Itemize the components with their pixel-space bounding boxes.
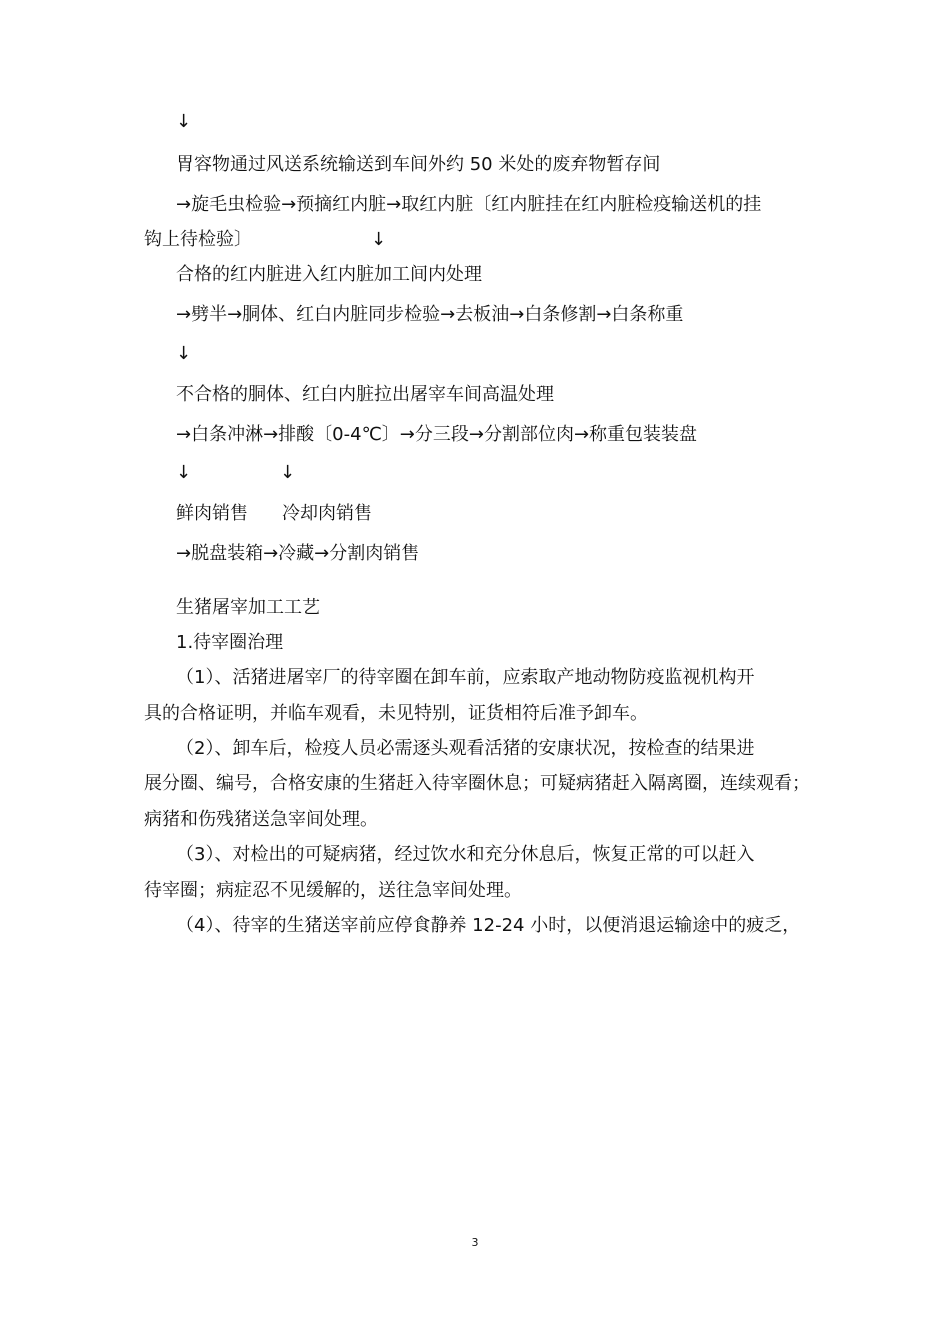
fresh-meat-sales: 鲜肉销售 — [176, 503, 248, 524]
flow-line-hook: 钩上待检验〕 — [144, 229, 252, 250]
down-arrow-1: ↓ — [176, 111, 192, 132]
section-subtitle: 1.待宰圈治理 — [176, 632, 284, 653]
page-number: 3 — [471, 1236, 479, 1249]
flow-line-trichinella: →旋毛虫检验→预摘红内脏→取红内脏〔红内脏挂在红内脏检疫输送机的挂 — [176, 194, 762, 215]
paragraph-1-line-2: 具的合格证明，并临车观看，未见特别，证货相符后准予卸车。 — [144, 703, 648, 724]
down-arrow-2: ↓ — [371, 229, 387, 250]
paragraph-2-line-2: 展分圈、编号，合格安康的生猪赶入待宰圈休息；可疑病猪赶入隔离圈，连续观看； — [144, 773, 810, 794]
paragraph-1-line-1: （1）、活猪进屠宰厂的待宰圈在卸车前，应索取产地动物防疫监视机构开 — [176, 667, 755, 688]
paragraph-2-line-1: （2）、卸车后，检疫人员必需逐头观看活猪的安康状况，按检查的结果进 — [176, 738, 755, 759]
flow-line-split: →劈半→胴体、红白内脏同步检验→去板油→白条修割→白条称重 — [176, 304, 684, 325]
down-arrow-3: ↓ — [176, 343, 192, 364]
paragraph-3-line-1: （3）、对检出的可疑病猪，经过饮水和充分休息后，恢复正常的可以赶入 — [176, 844, 755, 865]
flow-line-rinse: →白条冲淋→排酸〔0-4℃〕→分三段→分割部位肉→称重包装装盘 — [176, 424, 698, 445]
paragraph-3-line-2: 待宰圈；病症忍不见缓解的，送往急宰间处理。 — [144, 880, 522, 901]
paragraph-2-line-3: 病猪和伤残猪送急宰间处理。 — [144, 809, 378, 830]
flow-line-unqualified: 不合格的胴体、红白内脏拉出屠宰车间高温处理 — [176, 384, 554, 405]
flow-line-qualified-organs: 合格的红内脏进入红内脏加工间内处理 — [176, 264, 482, 285]
down-arrow-4: ↓ — [176, 462, 192, 483]
paragraph-4-line-1: （4）、待宰的生猪送宰前应停食静养 12-24 小时，以便消退运输途中的疲乏， — [176, 915, 801, 936]
down-arrow-5: ↓ — [280, 462, 296, 483]
chilled-meat-sales: 冷却肉销售 — [282, 503, 372, 524]
flow-line-stomach-contents: 胃容物通过风送系统输送到车间外约 50 米处的废弃物暂存间 — [176, 154, 661, 175]
flow-line-packing: →脱盘装箱→冷藏→分割肉销售 — [176, 543, 420, 564]
section-title: 生猪屠宰加工工艺 — [176, 597, 320, 618]
